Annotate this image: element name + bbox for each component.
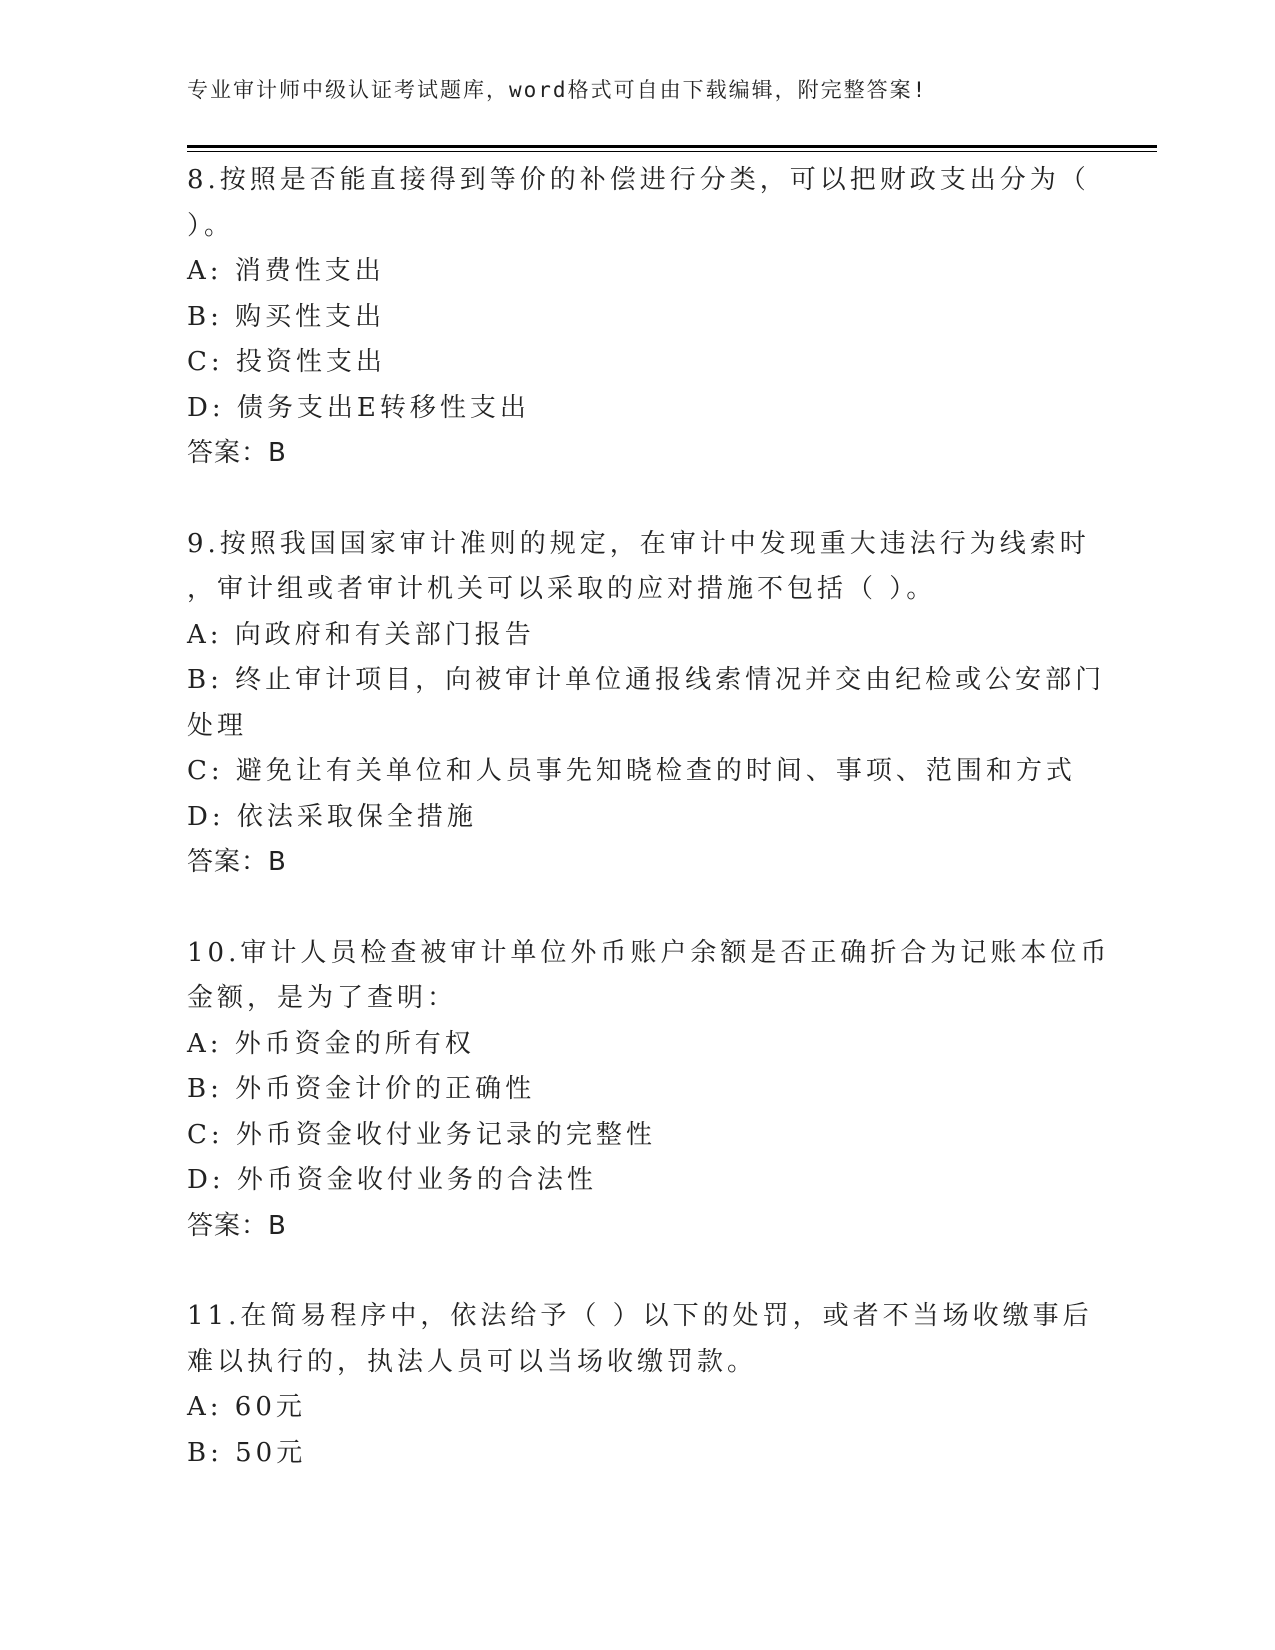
question-stem-line: ，审计组或者审计机关可以采取的应对措施不包括（ ）。 [187, 574, 937, 604]
answer: 答案：B [187, 847, 287, 877]
question-10 [187, 931, 1111, 1250]
question-list [187, 158, 1111, 1521]
option-d: D: 依法采取保全措施 [187, 801, 477, 832]
page-header: 专业审计师中级认证考试题库，word格式可自由下载编辑，附完整答案! [187, 78, 928, 102]
option-c: C: 投资性支出 [187, 347, 386, 377]
header-rule-thin [187, 151, 1157, 152]
option-c: C: 避免让有关单位和人员事先知晓检查的时间、事项、范围和方式 [187, 756, 1076, 786]
option-b-continued: 处理 [187, 710, 248, 741]
question-stem-line: ）。 [187, 210, 235, 241]
question-9 [187, 522, 1106, 886]
option-d: D: 债务支出E转移性支出 [187, 392, 530, 423]
option-b: B: 50元 [187, 1437, 307, 1468]
question-11 [187, 1294, 1093, 1476]
option-b: B: 外币资金计价的正确性 [187, 1074, 536, 1104]
option-a: A: 外币资金的所有权 [187, 1028, 475, 1059]
option-b: B: 终止审计项目，向被审计单位通报线索情况并交由纪检或公安部门 [187, 665, 1106, 695]
question-stem-line: 9.按照我国国家审计准则的规定，在审计中发现重大违法行为线索时 [187, 528, 1090, 559]
question-stem-line: 11.在简易程序中，依法给予（ ）以下的处罚，或者不当场收缴事后 [187, 1301, 1093, 1331]
question-stem-line: 8.按照是否能直接得到等价的补偿进行分类，可以把财政支出分为（ [187, 165, 1090, 195]
question-stem-line: 10.审计人员检查被审计单位外币账户余额是否正确折合为记账本位币 [187, 937, 1111, 968]
option-a: A: 60元 [187, 1392, 306, 1422]
question-8 [187, 158, 1090, 477]
option-a: A: 消费性支出 [187, 256, 385, 286]
option-a: A: 向政府和有关部门报告 [187, 619, 535, 650]
answer: 答案：B [187, 438, 287, 468]
question-stem-line: 难以执行的，执法人员可以当场收缴罚款。 [187, 1346, 758, 1377]
header-rule-thick [187, 145, 1157, 148]
option-c: C: 外币资金收付业务记录的完整性 [187, 1119, 656, 1150]
answer: 答案：B [187, 1210, 287, 1241]
option-b: B: 购买性支出 [187, 301, 386, 332]
option-d: D: 外币资金收付业务的合法性 [187, 1165, 597, 1195]
question-stem-line: 金额，是为了查明： [187, 983, 458, 1013]
